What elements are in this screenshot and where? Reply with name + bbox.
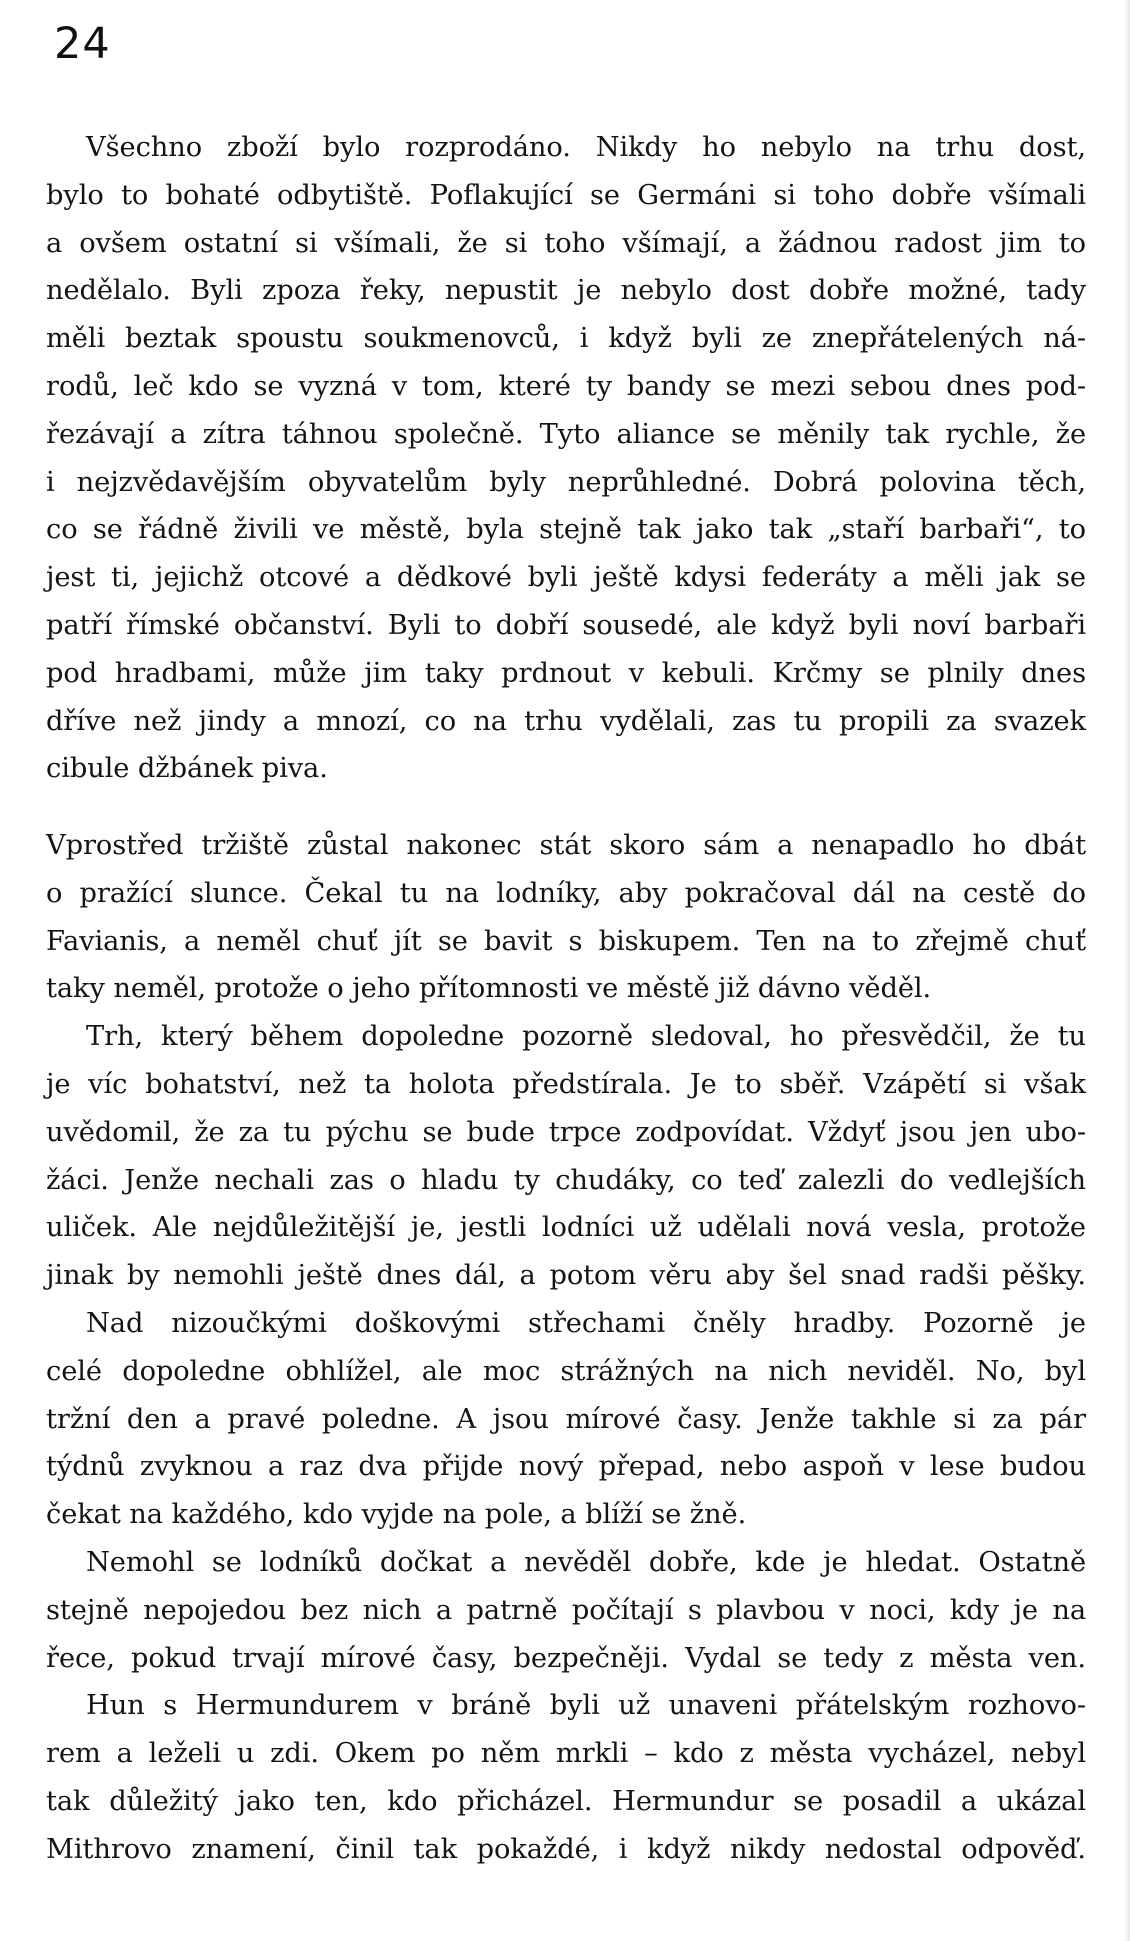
page-edge-shadow — [1124, 0, 1130, 1941]
text-line: Vprostřed tržiště zůstal nakonec stát skoro sám a nenapadlo ho dbát — [46, 830, 1086, 861]
text-line: taky neměl, protože o jeho přítomnosti ve městě již dávno věděl. — [46, 973, 932, 1005]
text-line: řece, pokud trvají mírové časy, bezpečněji. Vydal se tedy z města ven. — [46, 1642, 1086, 1674]
text-line: uliček. Ale nejdůležitější je, jestli lodníci už udělali nová vesla, protože — [46, 1212, 1086, 1244]
page-number: 24 — [54, 19, 111, 69]
text-line: žáci. Jenže nechali zas o hladu ty chudáky, co teď zalezli do vedlejších — [46, 1164, 1086, 1196]
text-line: Mithrovo znamení, činil tak pokaždé, i když nikdy nedostal odpověď. — [46, 1833, 1086, 1865]
text-line: řezávají a zítra táhnou společně. Tyto aliance se měnily tak rychle, že — [46, 418, 1086, 450]
text-line: týdnů zvyknou a raz dva přijde nový přepad, nebo aspoň v lese budou — [46, 1451, 1086, 1483]
text-line: čekat na každého, kdo vyjde na pole, a blíží se žně. — [46, 1499, 747, 1531]
text-line: bylo to bohaté odbytiště. Poflakující se Germáni si toho dobře všímali — [46, 179, 1086, 211]
text-line: celé dopoledne obhlížel, ale moc strážných na nich neviděl. No, byl — [46, 1355, 1086, 1387]
text-line: jest ti, jejichž otcové a dědkové byli ještě kdysi federáty a měli jak se — [46, 562, 1086, 594]
text-line: rodů, leč kdo se vyzná v tom, které ty bandy se mezi sebou dnes pod- — [46, 370, 1086, 402]
text-line: pod hradbami, může jim taky prdnout v kebuli. Krčmy se plnily dnes — [46, 657, 1086, 689]
text-line: stejně nepojedou bez nich a patrně počítají s plavbou v noci, kdy je na — [46, 1594, 1086, 1626]
text-line: měli beztak spoustu soukmenovců, i když byli ze znepřátelených ná- — [46, 323, 1086, 355]
text-line: Favianis, a neměl chuť jít se bavit s biskupem. Ten na to zřejmě chuť — [46, 925, 1086, 957]
text-line: Nad nizoučkými doškovými střechami čněly hradby. Pozorně je — [86, 1307, 1086, 1339]
text-line: a ovšem ostatní si všímali, že si toho všímají, a žádnou radost jim to — [46, 227, 1086, 259]
text-line: jinak by nemohli ještě dnes dál, a potom věru aby šel snad radši pěšky. — [46, 1260, 1086, 1292]
text-line: tržní den a pravé poledne. A jsou mírové časy. Jenže takhle si za pár — [46, 1403, 1086, 1435]
text-line: Hun s Hermundurem v bráně byli už unaveni přátelským rozhovo- — [86, 1690, 1086, 1722]
text-line: nedělalo. Byli zpoza řeky, nepustit je nebylo dost dobře možné, tady — [46, 275, 1086, 307]
text-line: tak důležitý jako ten, kdo přicházel. Hermundur se posadil a ukázal — [46, 1785, 1086, 1817]
text-line: dříve než jindy a mnozí, co na trhu vydělali, zas tu propili za svazek — [46, 705, 1086, 737]
text-line: je víc bohatství, než ta holota předstírala. Je to sběř. Vzápětí si však — [46, 1068, 1086, 1100]
text-line: cibule džbánek piva. — [46, 753, 328, 785]
paragraph-block-1 — [46, 124, 1086, 793]
paragraph-block-2 — [46, 822, 1086, 1874]
text-line: Trh, který během dopoledne pozorně sledoval, ho přesvědčil, že tu — [86, 1021, 1086, 1053]
text-line: uvědomil, že za tu pýchu se bude trpce zodpovídat. Vždyť jsou jen ubo- — [46, 1116, 1086, 1148]
text-line: i nejzvědavějším obyvatelům byly neprůhledné. Dobrá polovina těch, — [46, 466, 1086, 498]
text-line: co se řádně živili ve městě, byla stejně tak jako tak „staří barbaři“, to — [46, 514, 1086, 546]
text-line: o pražící slunce. Čekal tu na lodníky, aby pokračoval dál na cestě do — [46, 877, 1086, 909]
text-line: patří římské občanství. Byli to dobří sousedé, ale když byli noví barbaři — [46, 609, 1086, 641]
text-line: Nemohl se lodníků dočkat a nevěděl dobře, kde je hledat. Ostatně — [86, 1546, 1086, 1578]
text-line: rem a leželi u zdi. Okem po něm mrkli – kdo z města vycházel, nebyl — [46, 1738, 1086, 1770]
text-line: Všechno zboží bylo rozprodáno. Nikdy ho nebylo na trhu dost, — [86, 132, 1086, 163]
